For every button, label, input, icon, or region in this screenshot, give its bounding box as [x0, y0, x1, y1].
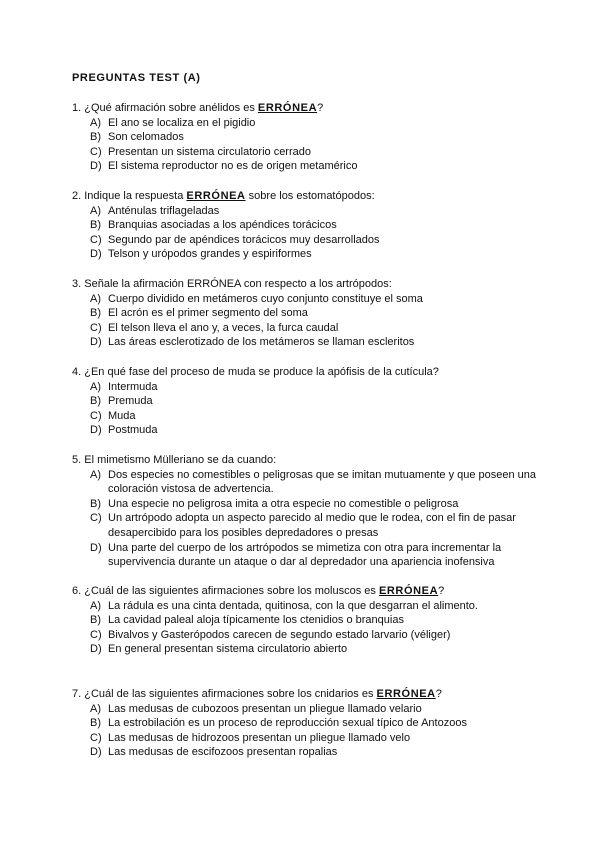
option-text: El telson lleva el ano y, a veces, la furca caudal	[108, 321, 339, 334]
option-d	[72, 642, 542, 657]
option-c	[72, 321, 542, 336]
option-letter: B)	[90, 219, 101, 232]
option-text: Una especie no peligrosa imita a otra especie no comestible o peligrosa	[108, 497, 459, 510]
option-letter: A)	[90, 468, 101, 481]
option-letter: D)	[90, 643, 102, 656]
option-letter: B)	[90, 395, 101, 408]
option-b	[72, 218, 542, 233]
option-a	[72, 380, 542, 395]
option-letter: A)	[90, 599, 101, 612]
option-c	[72, 511, 542, 540]
option-text: La estrobilación es un proceso de reproducción sexual típico de Antozoos	[108, 717, 467, 730]
question-7	[72, 687, 542, 760]
question-number: 7.	[72, 688, 82, 700]
question-text: ¿Qué afirmación sobre anélidos es	[84, 102, 255, 114]
option-letter: D)	[90, 160, 102, 173]
option-c	[72, 145, 542, 160]
option-a	[72, 468, 542, 497]
page-title: PREGUNTAS TEST (A)	[72, 72, 201, 84]
option-d	[72, 423, 542, 438]
question-1	[72, 101, 542, 174]
question-text: El mimetismo Mülleriano se da cuando:	[84, 454, 277, 466]
question-stem	[72, 584, 542, 599]
question-text-after: ?	[435, 688, 442, 700]
option-text: El ano se localiza en el pigidio	[108, 116, 256, 129]
option-text: Segundo par de apéndices torácicos muy desarrollados	[108, 233, 380, 246]
option-letter: A)	[90, 702, 101, 715]
question-number: 1.	[72, 102, 82, 114]
option-text: Son celomados	[108, 131, 184, 144]
question-6	[72, 584, 542, 657]
option-letter: D)	[90, 424, 102, 437]
option-b	[72, 394, 542, 409]
option-list	[72, 292, 542, 350]
option-text: Las áreas esclerotizado de los metámeros se llaman escleritos	[108, 336, 415, 349]
question-text-after: ?	[438, 585, 445, 597]
option-d	[72, 335, 542, 350]
question-number: 6.	[72, 585, 82, 597]
option-list	[72, 599, 542, 657]
option-text: En general presentan sistema circulatorio abierto	[108, 643, 348, 656]
option-d	[72, 745, 542, 760]
question-emphasis: ERRÓNEA	[257, 102, 318, 114]
option-text: El acrón es el primer segmento del soma	[108, 307, 308, 320]
option-letter: B)	[90, 497, 101, 510]
question-number: 2.	[72, 190, 82, 202]
option-c	[72, 409, 542, 424]
question-emphasis: ERRÓNEA	[376, 688, 436, 700]
option-letter: C)	[90, 321, 102, 334]
option-list	[72, 204, 542, 262]
option-text: Telson y urópodos grandes y espiriformes	[108, 248, 312, 261]
option-letter: B)	[90, 614, 101, 627]
option-letter: A)	[90, 292, 101, 305]
question-5	[72, 453, 542, 570]
option-letter: A)	[90, 116, 101, 129]
option-b	[72, 306, 542, 321]
option-text: Dos especies no comestibles o peligrosas que se imitan mutuamente y que poseen una coloración vistosa de advertencia.	[108, 468, 537, 496]
question-text: Señale la afirmación ERRÓNEA con respecto a los artrópodos:	[84, 278, 392, 290]
option-text: Anténulas triflageladas	[108, 204, 220, 217]
option-letter: B)	[90, 717, 101, 730]
question-emphasis: ERRÓNEA	[378, 585, 439, 597]
option-letter: D)	[90, 746, 102, 759]
question-stem	[72, 189, 542, 204]
option-c	[72, 731, 542, 746]
question-text: Indique la respuesta	[84, 190, 184, 202]
option-a	[72, 116, 542, 131]
question-4	[72, 365, 542, 438]
option-letter: C)	[90, 233, 102, 246]
option-a	[72, 599, 542, 614]
option-letter: B)	[90, 131, 101, 144]
question-text: ¿Cuál de las siguientes afirmaciones sobre los cnidarios es	[84, 688, 374, 700]
option-d	[72, 541, 542, 570]
question-stem	[72, 277, 542, 292]
option-text: Una parte del cuerpo de los artrópodos se mimetiza con otra para incrementar la supervivencia durante un ataque o dar al depredador una apariencia inofensiva	[108, 541, 502, 569]
option-letter: B)	[90, 307, 101, 320]
option-letter: C)	[90, 145, 102, 158]
option-letter: D)	[90, 336, 102, 349]
option-d	[72, 159, 542, 174]
option-letter: C)	[90, 512, 102, 525]
option-letter: D)	[90, 541, 102, 554]
option-letter: A)	[90, 204, 101, 217]
option-letter: C)	[90, 628, 102, 641]
question-number: 4.	[72, 366, 82, 378]
option-letter: A)	[90, 380, 101, 393]
option-a	[72, 292, 542, 307]
option-c	[72, 628, 542, 643]
option-list	[72, 380, 542, 438]
option-text: Postmuda	[108, 424, 158, 437]
option-a	[72, 702, 542, 717]
option-text: Premuda	[108, 395, 153, 408]
question-stem	[72, 101, 542, 116]
option-text: La rádula es una cinta dentada, quitinosa, con la que desgarran el alimento.	[108, 599, 478, 612]
option-list	[72, 116, 542, 174]
option-b	[72, 613, 542, 628]
option-b	[72, 130, 542, 145]
question-stem	[72, 687, 542, 702]
option-b	[72, 497, 542, 512]
option-letter: C)	[90, 731, 102, 744]
question-text: ¿En qué fase del proceso de muda se produce la apófisis de la cutícula?	[84, 366, 439, 378]
option-text: Cuerpo dividido en metámeros cuyo conjunto constituye el soma	[108, 292, 423, 305]
question-number: 5.	[72, 454, 82, 466]
option-letter: D)	[90, 248, 102, 261]
option-text: Un artrópodo adopta un aspecto parecido al medio que le rodea, con el fin de pasar desapercibido para los posibles depredadores o presas	[108, 512, 516, 539]
option-text: Las medusas de escifozoos presentan ropalias	[108, 746, 338, 759]
option-b	[72, 716, 542, 731]
question-stem	[72, 365, 542, 380]
question-emphasis: ERRÓNEA	[186, 190, 246, 202]
question-stem	[72, 453, 542, 468]
option-text: La cavidad paleal aloja típicamente los ctenidios o branquias	[108, 614, 404, 627]
option-text: Las medusas de cubozoos presentan un pliegue llamado velario	[108, 702, 422, 715]
option-letter: C)	[90, 409, 102, 422]
option-text: Las medusas de hidrozoos presentan un pliegue llamado velo	[108, 731, 411, 744]
option-d	[72, 247, 542, 262]
option-text: Muda	[108, 409, 136, 422]
option-a	[72, 204, 542, 219]
question-2	[72, 189, 542, 262]
option-text: Bivalvos y Gasterópodos carecen de segundo estado larvario (véliger)	[108, 628, 451, 641]
question-text-after: sobre los estomatópodos:	[248, 190, 375, 202]
option-text: Presentan un sistema circulatorio cerrado	[108, 145, 311, 158]
option-list	[72, 468, 542, 570]
option-c	[72, 233, 542, 248]
question-3	[72, 277, 542, 350]
option-text: Branquias asociadas a los apéndices torácicos	[108, 219, 337, 232]
option-list	[72, 702, 542, 760]
option-text: El sistema reproductor no es de origen metamérico	[108, 160, 358, 173]
question-text: ¿Cuál de las siguientes afirmaciones sobre los moluscos es	[84, 585, 376, 597]
question-text-after: ?	[317, 102, 324, 114]
question-number: 3.	[72, 278, 82, 290]
option-text: Intermuda	[108, 380, 158, 393]
